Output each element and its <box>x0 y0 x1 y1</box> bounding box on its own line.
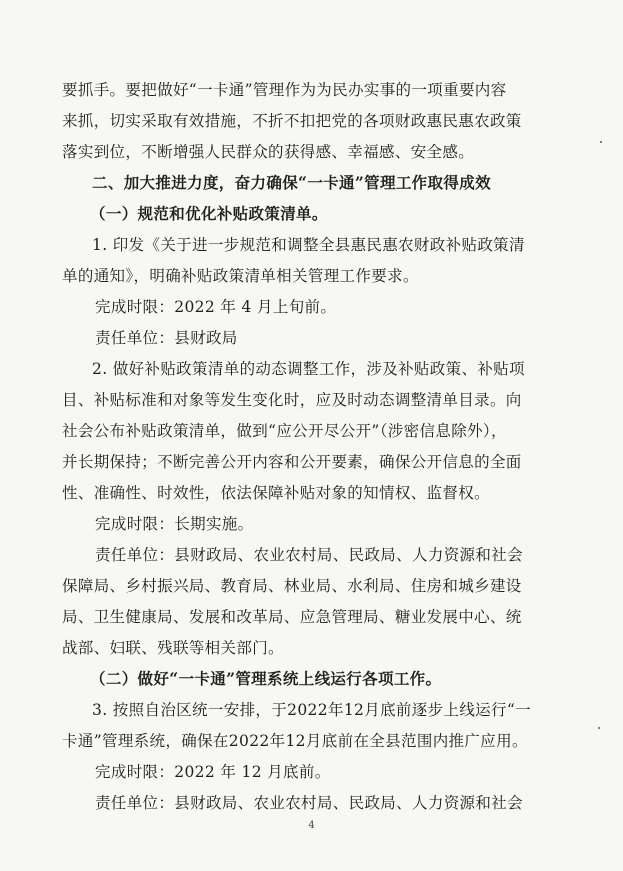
deadline-line: 完成时限：2022 年 12 月底前。 <box>95 763 331 781</box>
subsection-heading: （一）规范和优化补贴政策清单。 <box>90 204 328 223</box>
text-line: 并长期保持；不断完善公开内容和公开要素，确保公开信息的全面 <box>62 453 522 471</box>
deadline-line: 完成时限：2022 年 4 月上旬前。 <box>95 298 337 316</box>
deadline-line: 完成时限：长期实施。 <box>95 515 254 533</box>
text-line: 保障局、乡村振兴局、教育局、林业局、水利局、住房和城乡建设 <box>62 577 522 595</box>
text-line: 2. 做好补贴政策清单的动态调整工作，涉及补贴政策、补贴项 <box>92 360 525 378</box>
text-line: 社会公布补贴政策清单，做到“应公开尽公开”（涉密信息除外）， <box>62 422 507 440</box>
scan-speck <box>600 141 602 143</box>
section-heading: 二、加大推进力度，奋力确保“一卡通”管理工作取得成效 <box>92 173 491 192</box>
text-line: 目、补贴标准和对象等发生变化时，应及时动态调整清单目录。向 <box>62 391 522 409</box>
text-line: 3. 按照自治区统一安排，于2022年12月底前逐步上线运行“一 <box>92 701 532 719</box>
text-line: 战部、妇联、残联等相关部门。 <box>62 639 284 657</box>
subsection-heading: （二）做好“一卡通”管理系统上线运行各项工作。 <box>90 669 442 688</box>
responsible-line: 责任单位：县财政局、农业农村局、民政局、人力资源和社会 <box>95 794 523 812</box>
responsible-line: 责任单位：县财政局 <box>95 329 238 347</box>
text-line: 单的通知》，明确补贴政策清单相关管理工作要求。 <box>62 267 419 285</box>
text-line: 要抓手。要把做好“一卡通”管理作为为民办实事的一项重要内容 <box>62 81 507 99</box>
responsible-line: 责任单位：县财政局、农业农村局、民政局、人力资源和社会 <box>95 546 523 564</box>
text-line: 落实到位，不断增强人民群众的获得感、幸福感、安全感。 <box>62 143 475 161</box>
scan-speck <box>598 727 600 729</box>
text-line: 1. 印发《关于进一步规范和调整全县惠民惠农财政补贴政策清 <box>92 236 525 254</box>
text-line: 局、卫生健康局、发展和改革局、应急管理局、糖业发展中心、统 <box>62 608 522 626</box>
text-line: 卡通”管理系统，确保在2022年12月底前在全县范围内推广应用。 <box>62 732 528 750</box>
page-number: 4 <box>308 820 315 831</box>
text-line: 性、准确性、时效性，依法保障补贴对象的知情权、监督权。 <box>62 484 490 502</box>
text-line: 来抓，切实采取有效措施，不折不扣把党的各项财政惠民惠农政策 <box>62 112 522 130</box>
